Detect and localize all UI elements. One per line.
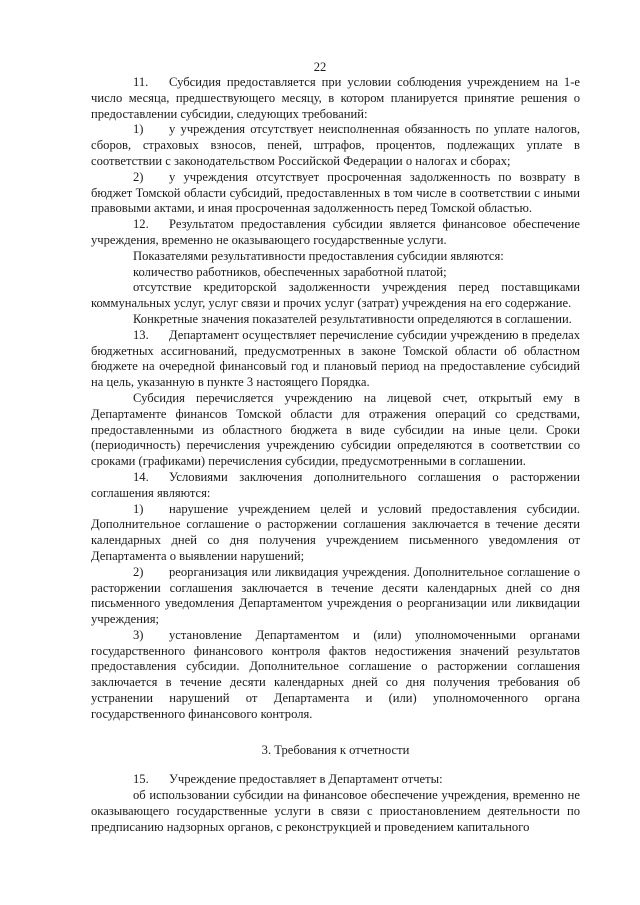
item-number: 1) [133, 122, 144, 137]
item-number: 3) [133, 627, 144, 642]
paragraph-11-2: 2) у учреждения отсутствует просроченная задолженность по возврату в бюджет Томской области субсидий, предоставленных в том числе в соответствии с иными правовыми актами, и иная просроченная задолженность перед Томской областью. [91, 169, 580, 216]
paragraph-12-b: количество работников, обеспеченных заработной платой; [133, 264, 447, 279]
paragraph-11-1: 1) у учреждения отсутствует неисполненная обязанность по уплате налогов, сборов, страховых взносов, пеней, штрафов, процентов, подлежащих уплате в соответствии с законодательством Российской Федерации о налогах и сборах; [91, 122, 580, 168]
paragraph-12-a: Показателями результативности предоставления субсидии являются: [133, 248, 504, 263]
paragraph-13-a: Субсидия перечисляется учреждению на лицевой счет, открытый ему в Департаменте финансов Томской области для отражения операций со средствами, предоставленными из областного бюджета в виде субсидии на иные цели. Сроки (периодичность) перечисления учреждению субсидии определяются в соответствии со сроками (графиками) перечисления субсидии, предусмотренными в соглашении. [91, 390, 580, 469]
paragraph-14-3: 3) установление Департаментом и (или) уполномоченными органами государственного финансового контроля фактов недостижения значений результатов предоставления субсидии. Дополнительное соглашение о расторжении соглашения заключается в течение десяти календарных дней со дня получения требования об устранении нарушений от Департамента и (или) уполномоченного органа государственного финансового контроля. [91, 627, 580, 721]
document-body [91, 75, 580, 836]
paragraph-12-c: отсутствие кредиторской задолженности учреждения перед поставщиками коммунальных услуг, услуг связи и прочих услуг (затрат) учреждения на его содержание. [91, 280, 580, 311]
paragraph-14-1: 1) нарушение учреждением целей и условий предоставления субсидии. Дополнительное соглашение о расторжении соглашения заключается в течение десяти календарных дней со дня получения учреждением письменного уведомления от Департамента о выявлении нарушений; [91, 501, 580, 563]
section-heading: 3. Требования к отчетности [261, 742, 410, 757]
item-number: 2) [133, 564, 144, 579]
item-number: 11. [133, 75, 149, 89]
item-number: 15. [133, 772, 149, 787]
paragraph-14: 14. Условиями заключения дополнительного соглашения о расторжении соглашения являются: [91, 469, 580, 500]
paragraph-12: 12. Результатом предоставления субсидии является финансовое обеспечение учреждения, временно не оказывающего государственные услуги. [91, 217, 580, 247]
paragraph-11: 11. Субсидия предоставляется при условии соблюдения учреждением на 1-е число месяца, предшествующего месяцу, в котором планируется принятие решения о предоставлении субсидии, следующих требований: [91, 75, 580, 121]
item-number: 13. [133, 327, 149, 342]
paragraph-15-a: об использовании субсидии на финансовое обеспечение учреждения, временно не оказывающего государственные услуги в связи с приостановлением деятельности по предписанию надзорных органов, с реконструкцией и проведением капитального [91, 788, 580, 834]
item-number: 1) [133, 501, 144, 516]
item-number: 14. [133, 469, 149, 484]
item-number: 2) [133, 169, 144, 184]
paragraph-15: 15. Учреждение предоставляет в Департамент отчеты: [133, 772, 443, 787]
paragraph-13: 13. Департамент осуществляет перечисление субсидии учреждению в пределах бюджетных ассигнований, предусмотренных в законе Томской области об областном бюджете на очередной финансовый год и плановый период на предоставление субсидий на цель, указанную в пункте 3 настоящего Порядка. [91, 327, 580, 390]
page-number: 22 [313, 60, 327, 74]
paragraph-12-d: Конкретные значения показателей результативности определяются в соглашении. [133, 311, 572, 326]
item-number: 12. [133, 217, 149, 232]
paragraph-14-2: 2) реорганизация или ликвидация учреждения. Дополнительное соглашение о расторжении соглашения заключается в течение десяти календарных дней со дня письменного уведомления Департаментом учреждения о реорганизации или ликвидации учреждения; [91, 564, 580, 627]
